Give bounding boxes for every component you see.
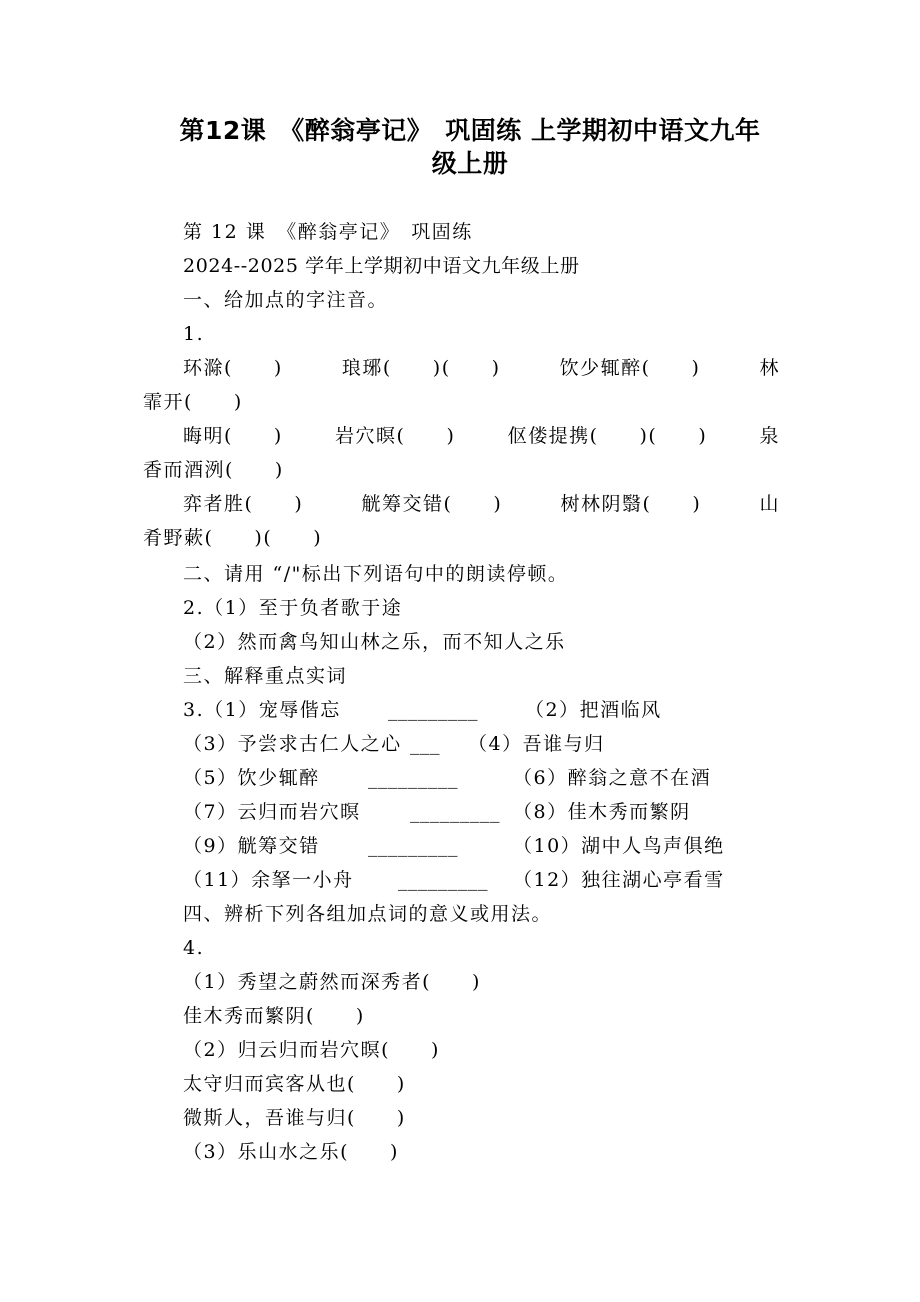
pinyin-item: 泉 [759,425,780,447]
analysis-line: （2）归云归而岩穴暝( ) [183,1039,440,1061]
analysis-line: 佳木秀而繁阴( ) [183,1005,365,1027]
vocab-item-left: （5）饮少辄醉 [183,767,320,789]
vocab-item-right: （4）吾谁与归 [468,733,605,755]
vocab-item-right: （10）湖中人鸟声俱绝 [513,835,725,857]
question-1-number: 1. [183,323,205,345]
document-title-line-1: 第12课 《醉翁亭记》 巩固练 上学期初中语文九年 [179,116,761,145]
pinyin-item: 觥筹交错( ) [361,493,503,515]
lesson-header: 第 12 课 《醉翁亭记》 巩固练 [183,221,473,243]
pinyin-item: 晦明( ) [183,425,283,447]
section-4-heading: 四、辨析下列各组加点词的意义或用法。 [183,903,553,925]
pinyin-row-2-continued: 香而酒洌( ) [143,459,284,481]
pinyin-item: 岩穴暝( ) [335,425,456,447]
section-1-heading: 一、给加点的字注音。 [183,289,389,311]
answer-blank[interactable]: _________ [368,767,458,789]
pinyin-row-3 [183,491,780,517]
answer-blank[interactable]: _________ [410,801,500,823]
pinyin-item: 环滁( ) [183,357,283,379]
pinyin-item: 山 [759,493,780,515]
analysis-line: 微斯人，吾谁与归( ) [183,1107,406,1129]
vocab-item-right: （8）佳木秀而繁阴 [513,801,691,823]
answer-blank[interactable]: _________ [368,835,458,857]
pinyin-item: 琅琊( )( ) [341,357,501,379]
pinyin-item: 树林阴翳( ) [560,493,702,515]
question-4-number: 4. [183,937,205,959]
vocab-item-left: （3）予尝求古仁人之心 [183,733,402,755]
pinyin-item: 饮少辄醉( ) [559,357,701,379]
pause-question-2: （2）然而禽鸟知山林之乐，而不知人之乐 [183,631,566,653]
pinyin-row-3-continued: 肴野蔌( )( ) [143,527,323,549]
pinyin-item: 弈者胜( ) [183,493,304,515]
vocab-item-left: （11）余拏一小舟 [183,869,354,891]
analysis-line: （1）秀望之蔚然而深秀者( ) [183,971,481,993]
year-header: 2024--2025 学年上学期初中语文九年级上册 [183,255,580,277]
vocab-item-left: 3.（1）宠辱偕忘 [183,699,341,721]
vocab-item-right: （6）醉翁之意不在酒 [513,767,712,789]
document-title-line-2: 级上册 [431,149,509,178]
pinyin-item: 林 [759,357,780,379]
pause-question-1: 2.（1）至于负者歌于途 [183,597,403,619]
answer-blank[interactable]: _________ [388,699,478,721]
section-2-heading: 二、请用 “/"标出下列语句中的朗读停顿。 [183,563,569,585]
section-3-heading: 三、解释重点实词 [183,665,348,687]
answer-blank[interactable]: _________ [398,869,488,891]
pinyin-row-2 [183,423,780,449]
pinyin-row-1 [183,355,780,381]
pinyin-row-1-continued: 霏开( ) [143,391,243,413]
vocab-item-right: （2）把酒临风 [525,699,662,721]
vocab-item-left: （7）云归而岩穴暝 [183,801,361,823]
answer-blank[interactable]: ___ [410,733,440,755]
pinyin-item: 伛偻提携( )( ) [507,425,708,447]
vocab-item-right: （12）独往湖心亭看雪 [513,869,725,891]
analysis-line: （3）乐山水之乐( ) [183,1141,399,1163]
analysis-line: 太守归而宾客从也( ) [183,1073,406,1095]
vocab-item-left: （9）觥筹交错 [183,835,320,857]
